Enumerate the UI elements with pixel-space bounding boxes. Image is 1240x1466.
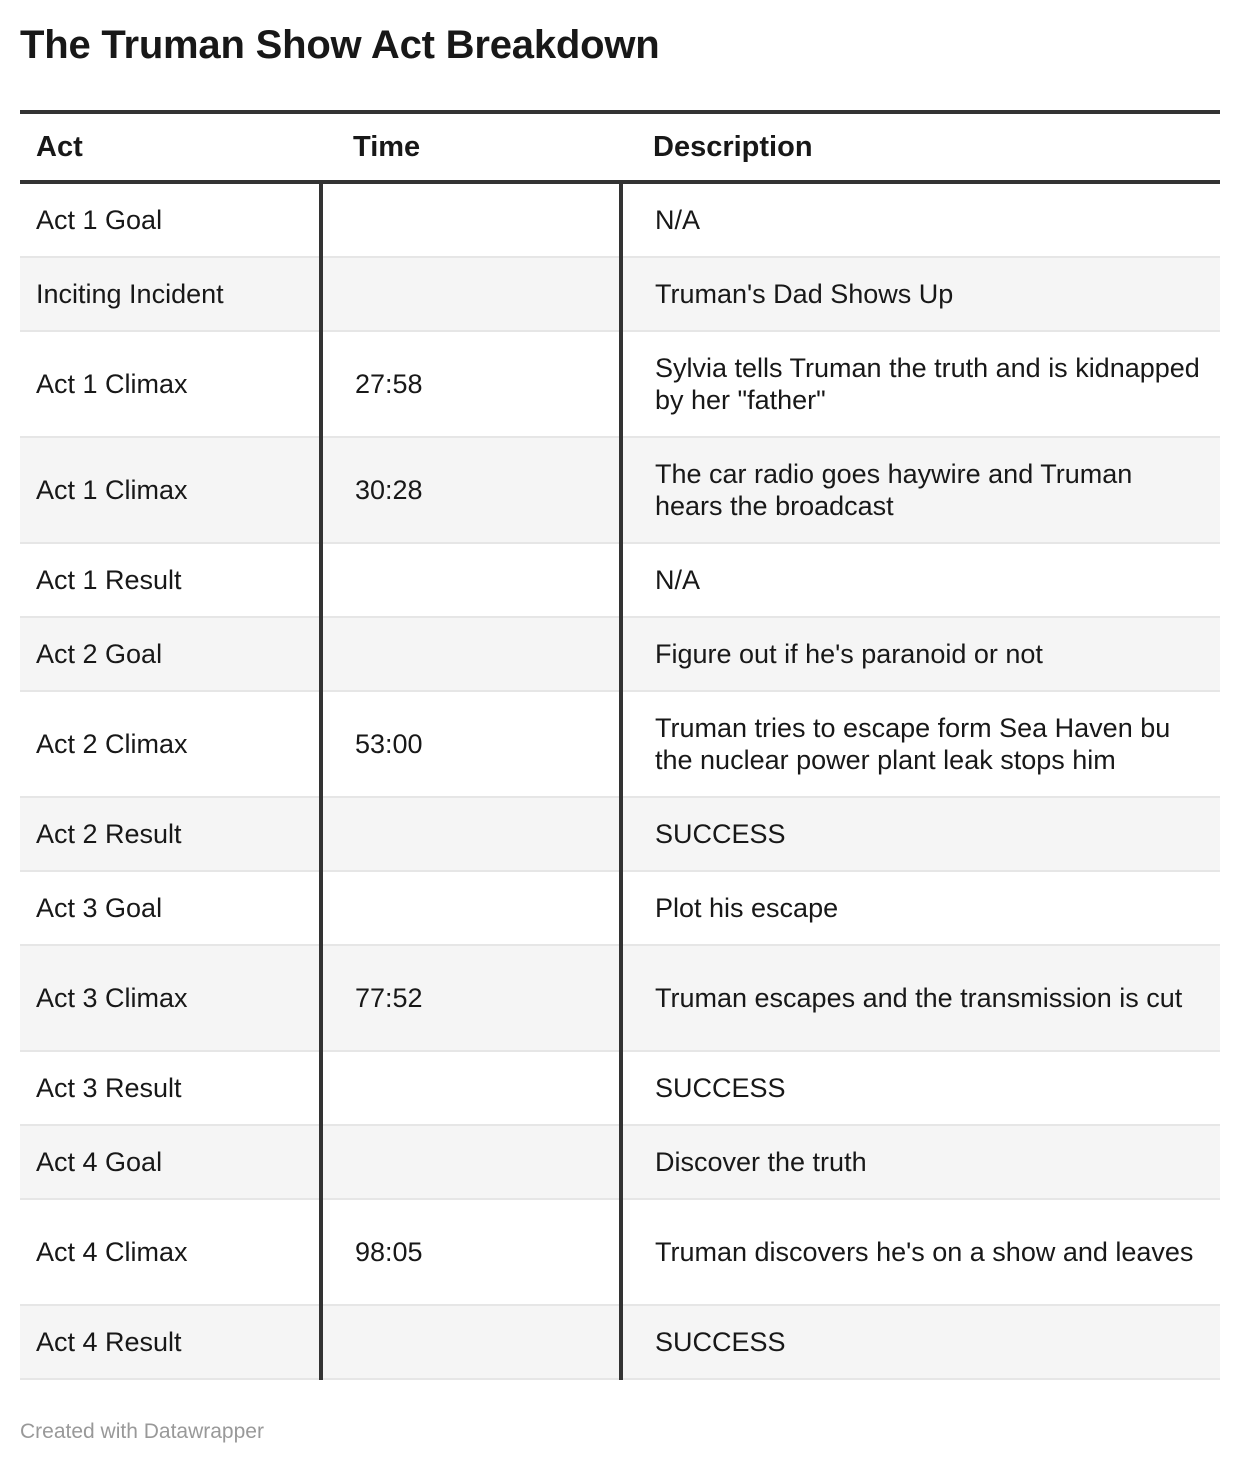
table-row	[20, 257, 1220, 331]
description-cell: Figure out if he's paranoid or not	[621, 617, 1220, 691]
table-row	[20, 437, 1220, 543]
time-cell	[321, 617, 621, 691]
description-cell: N/A	[621, 182, 1220, 257]
time-cell	[321, 1051, 621, 1125]
act-cell: Act 4 Climax	[36, 1237, 188, 1267]
act-cell: Act 3 Result	[36, 1073, 182, 1103]
description-cell: The car radio goes haywire and Truman hears the broadcast	[621, 437, 1220, 543]
column-header-description[interactable]: Description	[653, 130, 813, 163]
table-row	[20, 871, 1220, 945]
time-cell: 77:52	[321, 945, 621, 1051]
act-cell: Act 3 Goal	[36, 893, 163, 923]
description-cell: SUCCESS	[621, 797, 1220, 871]
column-header-time[interactable]: Time	[353, 130, 421, 163]
time-cell: 98:05	[321, 1199, 621, 1305]
act-cell: Act 2 Result	[20, 797, 321, 871]
description-cell: Plot his escape	[621, 871, 1220, 945]
table-header	[20, 112, 1220, 182]
description-cell: Sylvia tells Truman the truth and is kidnapped by her "father"	[621, 331, 1220, 437]
table-body	[20, 182, 1220, 1379]
act-breakdown-table	[20, 110, 1220, 1380]
page-title: The Truman Show Act Breakdown	[20, 23, 660, 67]
table-row	[20, 1305, 1220, 1379]
act-cell: Act 1 Climax	[36, 369, 188, 399]
column-header-act[interactable]: Act	[36, 130, 83, 163]
time-cell	[321, 797, 621, 871]
time-cell	[321, 1305, 621, 1379]
act-cell: Act 3 Climax	[20, 945, 321, 1051]
table-row	[20, 1051, 1220, 1125]
header-row	[20, 112, 1220, 182]
table-row	[20, 617, 1220, 691]
description-cell: Truman discovers he's on a show and leaves	[621, 1199, 1220, 1305]
time-cell	[321, 1125, 621, 1199]
table-row	[20, 945, 1220, 1051]
table-row	[20, 331, 1220, 437]
description-cell: Truman tries to escape form Sea Haven bu the nuclear power plant leak stops him	[621, 691, 1220, 797]
time-cell: 53:00	[321, 691, 621, 797]
act-cell: Inciting Incident	[20, 257, 321, 331]
table-row	[20, 691, 1220, 797]
act-cell: Act 2 Climax	[36, 729, 188, 759]
time-cell	[321, 871, 621, 945]
time-cell	[321, 182, 621, 257]
table-row	[20, 1125, 1220, 1199]
act-cell: Act 1 Goal	[36, 205, 163, 235]
description-cell: Truman escapes and the transmission is cut	[621, 945, 1220, 1051]
act-cell: Act 4 Result	[20, 1305, 321, 1379]
description-cell: SUCCESS	[621, 1051, 1220, 1125]
table-row	[20, 797, 1220, 871]
time-cell: 30:28	[321, 437, 621, 543]
description-cell: Truman's Dad Shows Up	[621, 257, 1220, 331]
attribution-footer: Created with Datawrapper	[20, 1420, 264, 1443]
table-row	[20, 1199, 1220, 1305]
description-cell: N/A	[621, 543, 1220, 617]
time-cell: 27:58	[321, 331, 621, 437]
table-row	[20, 543, 1220, 617]
act-cell: Act 1 Climax	[20, 437, 321, 543]
act-cell: Act 2 Goal	[20, 617, 321, 691]
table-row	[20, 182, 1220, 257]
act-table-container	[20, 110, 1220, 1380]
description-cell: Discover the truth	[621, 1125, 1220, 1199]
description-cell: SUCCESS	[621, 1305, 1220, 1379]
act-cell: Act 1 Result	[36, 565, 182, 595]
time-cell	[321, 543, 621, 617]
time-cell	[321, 257, 621, 331]
act-cell: Act 4 Goal	[20, 1125, 321, 1199]
